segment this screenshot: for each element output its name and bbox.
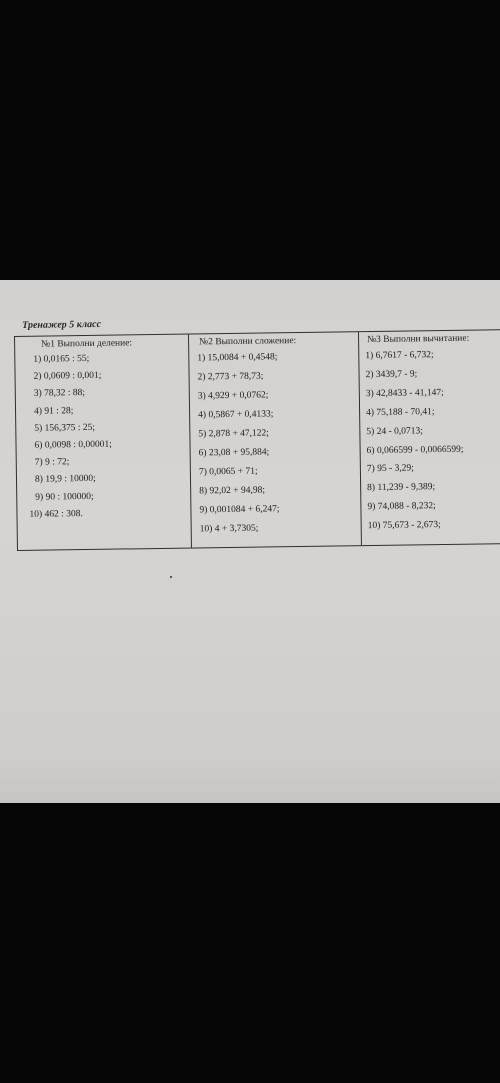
division-item-5: 5) 156,375 : 25; bbox=[34, 422, 96, 434]
subtraction-item-1: 1) 6,7617 - 6,732; bbox=[365, 350, 434, 362]
addition-item-4: 4) 0,5867 + 0,4133; bbox=[198, 409, 274, 421]
worksheet-paper bbox=[0, 280, 500, 803]
addition-item-1: 1) 15,0084 + 0,4548; bbox=[197, 352, 278, 364]
division-item-6: 6) 0,0098 : 0,00001; bbox=[34, 439, 112, 451]
worksheet-title: Тренажер 5 класс bbox=[22, 318, 102, 331]
division-item-1: 1) 0,0165 : 55; bbox=[33, 353, 90, 365]
subtraction-item-9: 9) 74,088 - 8,232; bbox=[367, 501, 436, 513]
column-header-addition: №2 Выполни сложение: bbox=[199, 336, 297, 348]
subtraction-item-5: 5) 24 - 0,0713; bbox=[366, 425, 423, 437]
subtraction-item-8: 8) 11,239 - 9,389; bbox=[367, 482, 436, 494]
top-black-border bbox=[0, 0, 500, 280]
addition-list bbox=[189, 347, 361, 539]
addition-item-7: 7) 0,0065 + 71; bbox=[198, 466, 258, 478]
subtraction-item-7: 7) 95 - 3,29; bbox=[366, 463, 414, 475]
subtraction-list bbox=[359, 345, 500, 536]
division-item-9: 9) 90 : 100000; bbox=[35, 491, 94, 503]
column-division bbox=[15, 335, 192, 550]
addition-item-2: 2) 2,773 + 78,73; bbox=[197, 371, 264, 383]
exercise-table bbox=[14, 329, 500, 551]
division-list bbox=[15, 350, 190, 524]
subtraction-item-10: 10) 75,673 - 2,673; bbox=[367, 520, 441, 532]
addition-item-3: 3) 4,929 + 0,0762; bbox=[197, 390, 269, 402]
division-item-3: 3) 78,32 : 88; bbox=[33, 388, 86, 400]
division-item-7: 7) 9 : 72; bbox=[34, 457, 70, 468]
subtraction-item-2: 2) 3439,7 - 9; bbox=[365, 369, 418, 381]
addition-item-8: 8) 92,02 + 94,98; bbox=[199, 485, 266, 497]
division-item-4: 4) 91 : 28; bbox=[33, 405, 74, 417]
column-subtraction bbox=[359, 330, 500, 545]
addition-item-9: 9) 0,001084 + 6,247; bbox=[199, 504, 280, 516]
subtraction-item-6: 6) 0,066599 - 0,0066599; bbox=[366, 444, 464, 456]
column-header-division: №1 Выполни деление: bbox=[41, 338, 133, 350]
subtraction-item-3: 3) 42,8433 - 41,147; bbox=[365, 387, 444, 399]
paper-speck bbox=[170, 576, 172, 578]
column-header-subtraction: №3 Выполни вычитание: bbox=[367, 333, 470, 346]
addition-item-10: 10) 4 + 3,7305; bbox=[199, 523, 259, 535]
division-item-8: 8) 19,9 : 10000; bbox=[34, 474, 96, 486]
subtraction-item-4: 4) 75,188 - 70,41; bbox=[366, 406, 435, 418]
addition-item-5: 5) 2,878 + 47,122; bbox=[198, 428, 270, 440]
addition-item-6: 6) 23,08 + 95,884; bbox=[198, 447, 270, 459]
division-item-2: 2) 0,0609 : 0,001; bbox=[33, 370, 102, 382]
column-addition bbox=[189, 332, 362, 547]
division-item-10: 10) 462 : 308. bbox=[29, 508, 83, 520]
paper-shade bbox=[0, 743, 500, 803]
bottom-black-border bbox=[0, 803, 500, 1083]
